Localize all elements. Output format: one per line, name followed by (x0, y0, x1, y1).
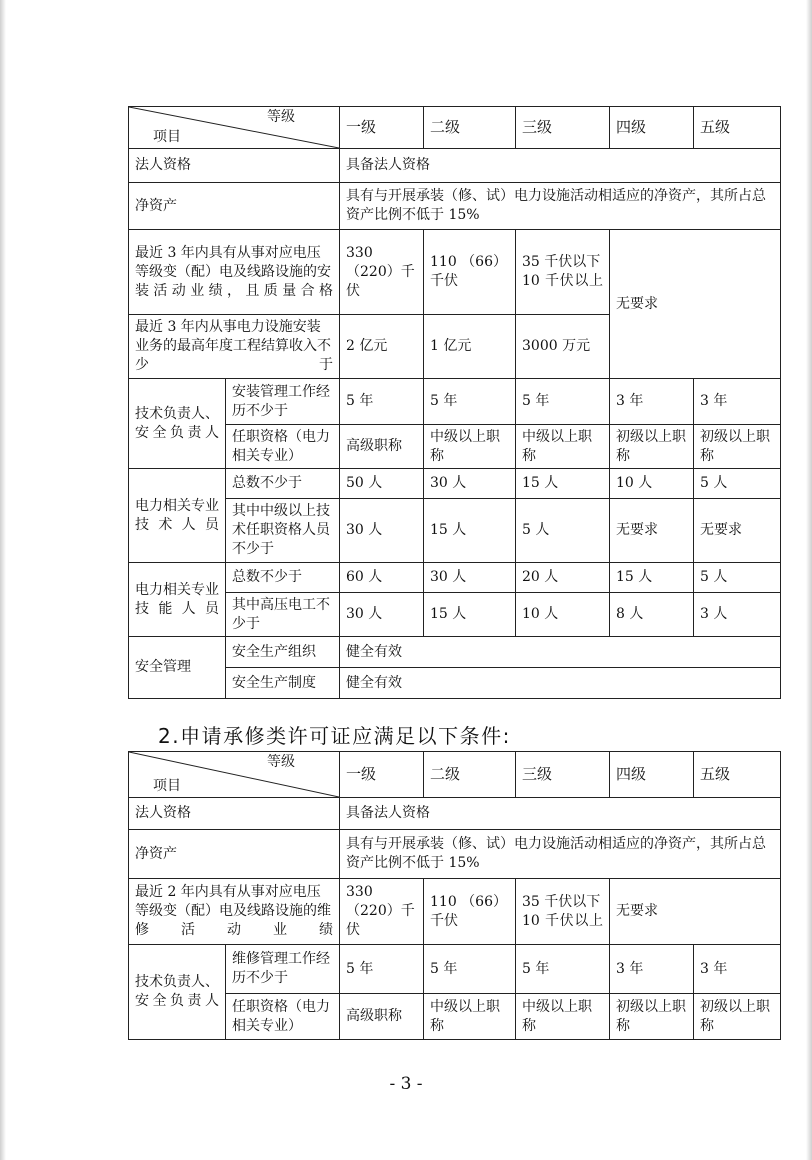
prof-skill-row2-level-1: 30 人 (340, 593, 424, 637)
net-assets-label: 净资产 (129, 183, 340, 230)
table-row (129, 149, 781, 183)
level-3-header: 三级 (516, 752, 610, 798)
tech-row2-level-5: 初级以上职称 (694, 425, 781, 469)
performance-level-3: 35 千伏以下 10 千伏以上 (516, 879, 610, 945)
prof-tech-row2-level-5: 无要求 (694, 499, 781, 563)
page-number: - 3 - (389, 1074, 423, 1094)
revenue-level-2: 1 亿元 (424, 315, 516, 379)
installation-requirements-table (128, 106, 781, 699)
tech-row2-level-2: 中级以上职称 (424, 994, 516, 1040)
prof-tech-row1-level-5: 5 人 (694, 469, 781, 499)
prof-skill-row2-level-4: 8 人 (610, 593, 694, 637)
page-edge-right (806, 0, 812, 1160)
table-row (129, 637, 781, 668)
prof-tech-row2-level-2: 15 人 (424, 499, 516, 563)
net-assets-value: 具有与开展承装（修、试）电力设施活动相适应的净资产，其所占总资产比例不低于 15% (340, 183, 781, 230)
performance-label: 最近 3 年内具有从事对应电压等级变（配）电及线路设施的安装活动业绩，且质量合格 (129, 230, 340, 315)
tech-row1-level-3: 5 年 (516, 945, 610, 994)
performance-level-1: 330（220）千伏 (340, 879, 424, 945)
safety-row1-label: 安全生产组织 (226, 637, 340, 668)
safety-row2-label: 安全生产制度 (226, 668, 340, 699)
table-row (129, 945, 781, 994)
table-row (129, 830, 781, 879)
tech-group-label: 技术负责人、安全负责人 (129, 379, 226, 469)
safety-row2-value: 健全有效 (340, 668, 781, 699)
table-row (129, 798, 781, 830)
performance-level-3: 35 千伏以下 10 千伏以上 (516, 230, 610, 315)
prof-skill-group-label: 电力相关专业技能人员 (129, 563, 226, 637)
prof-tech-row1-label: 总数不少于 (226, 469, 340, 499)
net-assets-value: 具有与开展承装（修、试）电力设施活动相适应的净资产，其所占总资产比例不低于 15% (340, 830, 781, 879)
net-assets-label: 净资产 (129, 830, 340, 879)
table-row (129, 469, 781, 499)
prof-tech-row2-label: 其中中级以上技术任职资格人员不少于 (226, 499, 340, 563)
prof-skill-row1-label: 总数不少于 (226, 563, 340, 593)
tech-row2-level-3: 中级以上职称 (516, 994, 610, 1040)
prof-skill-row1-level-5: 5 人 (694, 563, 781, 593)
tech-row2-level-5: 初级以上职称 (694, 994, 781, 1040)
level-2-header: 二级 (424, 107, 516, 149)
tech-row1-label: 维修管理工作经历不少于 (226, 945, 340, 994)
header-diagonal-cell (129, 107, 340, 149)
prof-skill-row1-level-2: 30 人 (424, 563, 516, 593)
header-diagonal-cell (129, 752, 340, 798)
page-edge-left (0, 0, 6, 1160)
prof-tech-group-label: 电力相关专业技术人员 (129, 469, 226, 563)
tech-row1-level-1: 5 年 (340, 945, 424, 994)
level-label: 等级 (267, 754, 295, 770)
prof-skill-row2-level-5: 3 人 (694, 593, 781, 637)
tech-row1-level-5: 3 年 (694, 945, 781, 994)
prof-tech-row1-level-4: 10 人 (610, 469, 694, 499)
level-1-header: 一级 (340, 107, 424, 149)
prof-skill-row1-level-3: 20 人 (516, 563, 610, 593)
prof-tech-row1-level-2: 30 人 (424, 469, 516, 499)
table-row (129, 593, 781, 637)
repair-requirements-table (128, 751, 781, 1040)
item-label: 项目 (153, 129, 181, 145)
table-row (129, 563, 781, 593)
tech-row1-level-4: 3 年 (610, 945, 694, 994)
table-row (129, 994, 781, 1040)
performance-label: 最近 2 年内具有从事对应电压等级变（配）电及线路设施的维修活动业绩 (129, 879, 340, 945)
no-requirement-cell: 无要求 (610, 230, 781, 379)
prof-tech-row1-level-1: 50 人 (340, 469, 424, 499)
legal-value: 具备法人资格 (340, 149, 781, 183)
safety-row1-value: 健全有效 (340, 637, 781, 668)
prof-tech-row2-level-4: 无要求 (610, 499, 694, 563)
revenue-level-3: 3000 万元 (516, 315, 610, 379)
table-row (129, 230, 781, 315)
prof-skill-row2-level-2: 15 人 (424, 593, 516, 637)
level-1-header: 一级 (340, 752, 424, 798)
tech-row1-level-2: 5 年 (424, 379, 516, 425)
table-row (129, 425, 781, 469)
no-requirement-cell: 无要求 (610, 879, 781, 945)
safety-group-label: 安全管理 (129, 637, 226, 699)
level-label: 等级 (267, 109, 295, 125)
prof-tech-row2-level-3: 5 人 (516, 499, 610, 563)
tech-group-label: 技术负责人、安全负责人 (129, 945, 226, 1040)
tech-row1-level-1: 5 年 (340, 379, 424, 425)
table-row (129, 668, 781, 699)
prof-tech-row2-level-1: 30 人 (340, 499, 424, 563)
table-row (129, 183, 781, 230)
prof-skill-row1-level-4: 15 人 (610, 563, 694, 593)
legal-label: 法人资格 (129, 798, 340, 830)
revenue-label: 最近 3 年内从事电力设施安装业务的最高年度工程结算收入不少于 (129, 315, 340, 379)
table-row (129, 879, 781, 945)
legal-label: 法人资格 (129, 149, 340, 183)
performance-level-2: 110 （66）千伏 (424, 230, 516, 315)
tech-row2-level-2: 中级以上职称 (424, 425, 516, 469)
prof-skill-row1-level-1: 60 人 (340, 563, 424, 593)
level-5-header: 五级 (694, 752, 781, 798)
level-4-header: 四级 (610, 107, 694, 149)
tech-row1-level-5: 3 年 (694, 379, 781, 425)
section-2-heading: 2.申请承修类许可证应满足以下条件: (158, 724, 511, 748)
tech-row1-level-4: 3 年 (610, 379, 694, 425)
tech-row2-level-1: 高级职称 (340, 994, 424, 1040)
performance-level-1: 330（220）千伏 (340, 230, 424, 315)
legal-value: 具备法人资格 (340, 798, 781, 830)
level-4-header: 四级 (610, 752, 694, 798)
performance-level-2: 110 （66）千伏 (424, 879, 516, 945)
table-row (129, 499, 781, 563)
tech-row2-level-1: 高级职称 (340, 425, 424, 469)
table-row (129, 379, 781, 425)
level-2-header: 二级 (424, 752, 516, 798)
tech-row2-label: 任职资格（电力相关专业） (226, 425, 340, 469)
header-row (129, 752, 781, 798)
level-3-header: 三级 (516, 107, 610, 149)
prof-skill-row2-level-3: 10 人 (516, 593, 610, 637)
prof-skill-row2-label: 其中高压电工不少于 (226, 593, 340, 637)
prof-tech-row1-level-3: 15 人 (516, 469, 610, 499)
tech-row1-label: 安装管理工作经历不少于 (226, 379, 340, 425)
level-5-header: 五级 (694, 107, 781, 149)
header-row (129, 107, 781, 149)
tech-row1-level-2: 5 年 (424, 945, 516, 994)
tech-row2-level-3: 中级以上职称 (516, 425, 610, 469)
tech-row1-level-3: 5 年 (516, 379, 610, 425)
revenue-level-1: 2 亿元 (340, 315, 424, 379)
tech-row2-label: 任职资格（电力相关专业） (226, 994, 340, 1040)
tech-row2-level-4: 初级以上职称 (610, 425, 694, 469)
item-label: 项目 (153, 778, 181, 794)
tech-row2-level-4: 初级以上职称 (610, 994, 694, 1040)
